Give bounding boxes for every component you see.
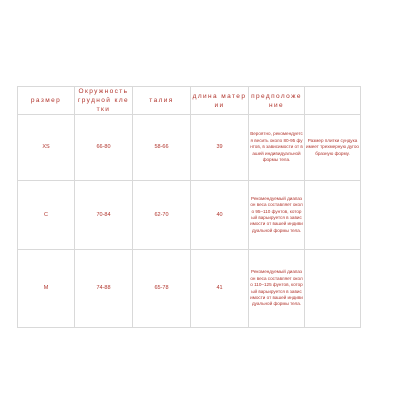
size-chart-table [17, 86, 361, 328]
table-row [18, 115, 361, 181]
cell-extra [305, 250, 361, 328]
table-row [18, 181, 361, 250]
header-waist: талия [133, 87, 191, 115]
table-row [18, 250, 361, 328]
cell-size: С [18, 181, 75, 250]
cell-waist: 62-70 [133, 181, 191, 250]
cell-note: Рекомендуемый диапазон веса составляет около 95–110 фунтов, который варьируется в зависимости от вашей индивидуальной формы тела. [249, 181, 305, 250]
cell-extra: Размер плитки сундука имеет трехмерную дугообразную форму. [305, 115, 361, 181]
cell-chest: 66-80 [75, 115, 133, 181]
cell-size: XS [18, 115, 75, 181]
header-row [18, 87, 361, 115]
header-note: предположение [249, 87, 305, 115]
cell-note: Вероятно, рекомендуется весить около 80-95 фунтов, в зависимости от вашей индивидуальной формы тела. [249, 115, 305, 181]
cell-extra [305, 181, 361, 250]
header-size: размер [18, 87, 75, 115]
cell-chest: 70-84 [75, 181, 133, 250]
header-extra [305, 87, 361, 115]
header-length: длина материи [191, 87, 249, 115]
cell-length: 41 [191, 250, 249, 328]
header-chest: Окружность грудной клетки [75, 87, 133, 115]
cell-size: М [18, 250, 75, 328]
cell-length: 39 [191, 115, 249, 181]
cell-length: 40 [191, 181, 249, 250]
cell-chest: 74-88 [75, 250, 133, 328]
cell-note: Рекомендуемый диапазон веса составляет около 110–125 фунтов, который варьируется в зависимости от вашей индивидуальной формы тела. [249, 250, 305, 328]
cell-waist: 58-66 [133, 115, 191, 181]
cell-waist: 65-78 [133, 250, 191, 328]
